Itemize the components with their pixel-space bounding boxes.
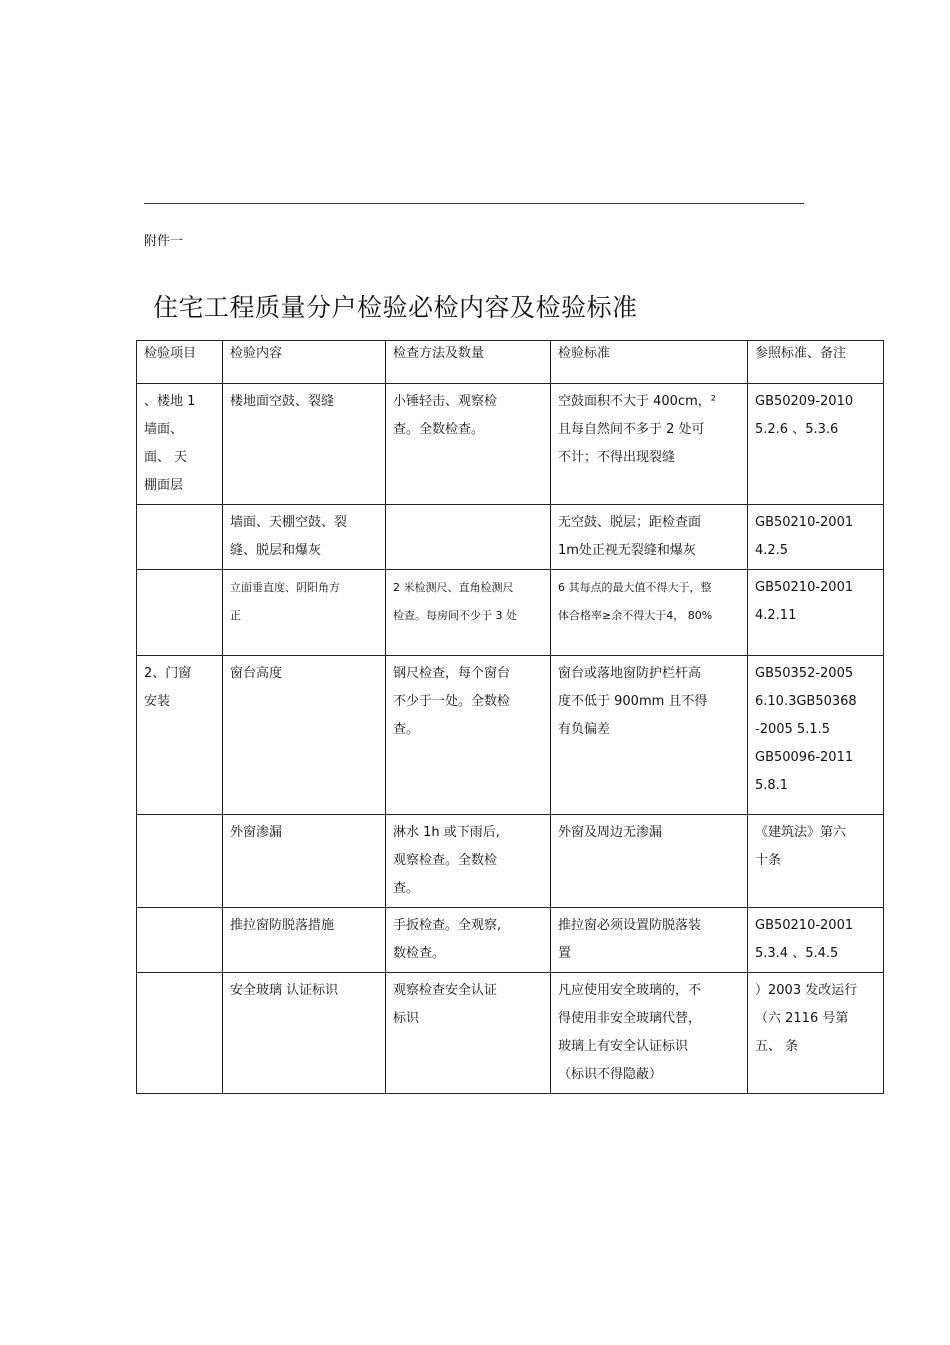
cell-reference xyxy=(748,973,884,1094)
cell-reference xyxy=(748,656,884,815)
cell-item xyxy=(137,656,223,815)
cell-item xyxy=(137,505,223,570)
table-header-row xyxy=(137,341,884,384)
cell-content-text: 窗台高度 xyxy=(230,666,283,681)
header-reference: 参照标准、备注 xyxy=(748,341,884,384)
table-row xyxy=(137,815,884,908)
cell-method-text: 钢尺检查，每个窗台 不少于一处。全数检 查。 xyxy=(393,666,511,737)
cell-content-text: 安全玻璃 认证标识 xyxy=(230,983,339,998)
cell-method xyxy=(386,570,551,656)
table-row xyxy=(137,384,884,505)
cell-standard-text: 空鼓面积不大于 400cm，² 且每自然间不多于 2 处可 不计；不得出现裂缝 xyxy=(558,394,716,465)
cell-content-text: 推拉窗防脱落措施 xyxy=(230,918,335,933)
cell-standard xyxy=(551,908,748,973)
cell-content xyxy=(223,570,386,656)
cell-method-text: 2 米检测尺、直角检测尺 检查。每房间不少于 3 处 xyxy=(393,581,517,622)
header-divider xyxy=(144,203,804,204)
header-standard: 检验标准 xyxy=(551,341,748,384)
cell-reference-text: GB50210-2001 5.3.4 、5.4.5 xyxy=(755,918,854,961)
cell-reference-text: ）2003 发改运行 （六 2116 号第 五、 条 xyxy=(755,983,858,1054)
cell-method-text: 淋水 1h 或下雨后, 观察检查。全数检 查。 xyxy=(393,825,500,896)
cell-standard xyxy=(551,384,748,505)
header-item: 检验项目 xyxy=(137,341,223,384)
cell-item-text: 2、门窗 安装 xyxy=(144,666,192,709)
cell-content xyxy=(223,815,386,908)
cell-standard-text: 外窗及周边无渗漏 xyxy=(558,825,663,840)
cell-standard-text: 窗台或落地窗防护栏杆高 度不低于 900mm 且不得 有负偏差 xyxy=(558,666,708,737)
header-method: 检查方法及数量 xyxy=(386,341,551,384)
cell-standard xyxy=(551,656,748,815)
cell-method xyxy=(386,973,551,1094)
cell-reference xyxy=(748,384,884,505)
cell-reference xyxy=(748,505,884,570)
attachment-label: 附件一 xyxy=(144,234,184,249)
cell-content-text: 立面垂直度、阴阳角方 正 xyxy=(230,581,340,622)
cell-item xyxy=(137,815,223,908)
cell-item xyxy=(137,908,223,973)
header-content: 检验内容 xyxy=(223,341,386,384)
cell-standard-text: 6 其每点的最大值不得大于，整 体合格率≥余不得大于4， 80% xyxy=(558,581,713,622)
cell-standard xyxy=(551,505,748,570)
cell-item xyxy=(137,570,223,656)
cell-content-text: 楼地面空鼓、裂缝 xyxy=(230,394,335,409)
table-row xyxy=(137,570,884,656)
cell-standard xyxy=(551,815,748,908)
cell-reference-text: GB50210-2001 4.2.5 xyxy=(755,515,854,558)
cell-reference-text: GB50352-2005 6.10.3GB50368 -2005 5.1.5 GB50096-2011 5.8.1 xyxy=(755,666,857,793)
cell-content xyxy=(223,505,386,570)
cell-method-text: 小锤轻击、观察检 查。全数检查。 xyxy=(393,394,498,437)
inspection-table xyxy=(136,340,884,1094)
cell-reference xyxy=(748,815,884,908)
table-row xyxy=(137,505,884,570)
cell-content-text: 墙面、天棚空鼓、裂 缝、脱层和爆灰 xyxy=(230,515,348,558)
cell-standard xyxy=(551,973,748,1094)
cell-standard xyxy=(551,570,748,656)
cell-content xyxy=(223,908,386,973)
cell-content xyxy=(223,656,386,815)
cell-reference xyxy=(748,570,884,656)
cell-standard-text: 无空鼓、脱层；距检查面 1m处正视无裂缝和爆灰 xyxy=(558,515,702,558)
cell-reference-text: 《建筑法》第六 十条 xyxy=(755,825,847,868)
cell-method xyxy=(386,908,551,973)
cell-item-text: 、楼地 1 墙面、 面、 天 棚面层 xyxy=(144,394,196,493)
cell-method xyxy=(386,656,551,815)
cell-method-text: 手扳检查。全观察, 数检查。 xyxy=(393,918,502,961)
cell-method xyxy=(386,815,551,908)
document-title: 住宅工程质量分户检验必检内容及检验标准 xyxy=(153,293,638,322)
cell-method xyxy=(386,505,551,570)
table-row xyxy=(137,656,884,815)
cell-item xyxy=(137,973,223,1094)
cell-content-text: 外窗渗漏 xyxy=(230,825,283,840)
cell-content xyxy=(223,384,386,505)
cell-reference-text: GB50210-2001 4.2.11 xyxy=(755,580,854,623)
cell-reference xyxy=(748,908,884,973)
cell-method xyxy=(386,384,551,505)
cell-standard-text: 凡应使用安全玻璃的，不 得使用非安全玻璃代替， 玻璃上有安全认证标识 （标识不得隐蔽） xyxy=(558,983,702,1082)
cell-standard-text: 推拉窗必须设置防脱落装 置 xyxy=(558,918,702,961)
cell-method-text: 观察检查安全认证 标识 xyxy=(393,983,498,1026)
cell-item xyxy=(137,384,223,505)
cell-content xyxy=(223,973,386,1094)
cell-reference-text: GB50209-2010 5.2.6 、5.3.6 xyxy=(755,394,854,437)
table-row xyxy=(137,973,884,1094)
table-row xyxy=(137,908,884,973)
